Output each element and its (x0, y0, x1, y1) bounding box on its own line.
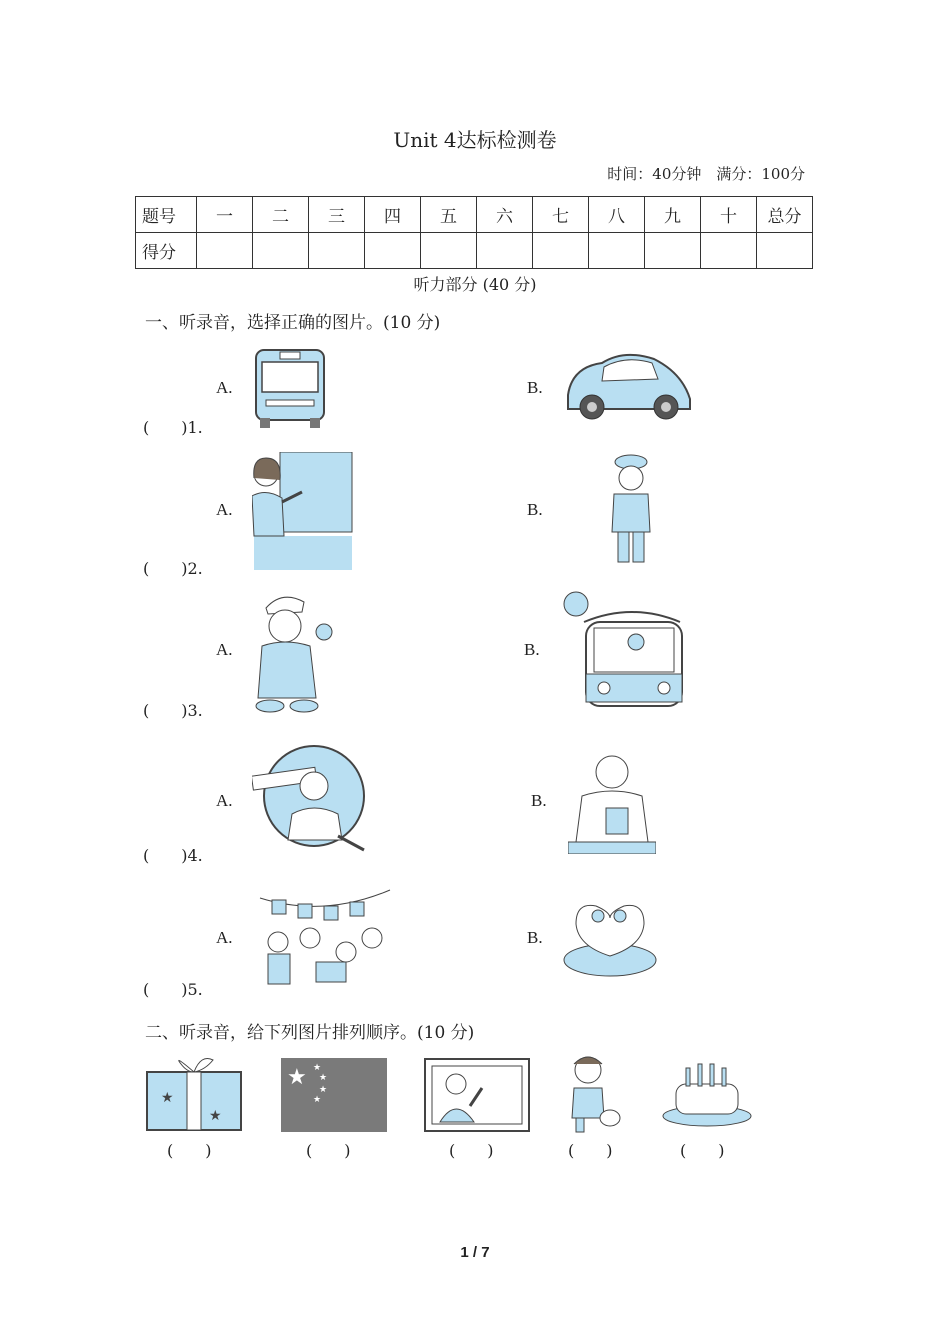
table-cell: 八 (589, 197, 645, 233)
section-listening: 听力部分 (40 分) (413, 275, 537, 294)
exam-meta: 时间：40分钟 满分：100分 (607, 165, 805, 183)
score-input-cell[interactable] (533, 233, 589, 269)
table-cell: 十 (701, 197, 757, 233)
svg-text:★: ★ (287, 1065, 307, 1090)
option-a-label: A. (216, 500, 233, 519)
table-cell: 九 (645, 197, 701, 233)
birthday-cake-icon[interactable] (660, 1052, 754, 1132)
option-b-label: B. (527, 928, 543, 947)
order-blank[interactable]: ( ) (306, 1141, 351, 1160)
question-number: ( )1. (143, 418, 203, 437)
table-cell: 得分 (136, 233, 197, 269)
score-input-cell[interactable] (645, 233, 701, 269)
question-number: ( )4. (143, 846, 203, 865)
score-table (135, 196, 813, 269)
bus-driver-icon[interactable] (556, 586, 692, 714)
police-officer-icon[interactable] (606, 452, 656, 568)
table-cell: 五 (421, 197, 477, 233)
score-input-cell[interactable] (253, 233, 309, 269)
page-number: 1 / 7 (460, 1244, 490, 1261)
score-input-cell[interactable] (309, 233, 365, 269)
score-input-cell[interactable] (365, 233, 421, 269)
score-input-cell[interactable] (701, 233, 757, 269)
table-row (136, 233, 813, 269)
score-input-cell[interactable] (757, 233, 813, 269)
table-cell: 三 (309, 197, 365, 233)
gift-box-icon[interactable] (143, 1054, 245, 1134)
birthday-party-icon[interactable] (254, 882, 396, 992)
order-blank[interactable]: ( ) (449, 1141, 494, 1160)
question-number: ( )3. (143, 701, 203, 720)
cake-icon[interactable] (562, 894, 658, 978)
order-blank[interactable]: ( ) (568, 1141, 613, 1160)
teacher-board-icon[interactable] (424, 1058, 530, 1132)
table-cell: 一 (197, 197, 253, 233)
question-number: ( )5. (143, 980, 203, 999)
option-a-label: A. (216, 640, 233, 659)
car-icon[interactable] (562, 347, 696, 423)
part2-heading: 二、听录音，给下列图片排列顺序。(10 分) (145, 1023, 475, 1043)
svg-text:★: ★ (209, 1108, 222, 1124)
table-row (136, 197, 813, 233)
table-cell: 二 (253, 197, 309, 233)
table-cell: 题号 (136, 197, 197, 233)
option-a-label: A. (216, 378, 233, 397)
china-flag-icon[interactable] (281, 1058, 387, 1132)
page-title: Unit 4达标检测卷 (393, 128, 557, 152)
option-b-label: B. (524, 640, 540, 659)
question-number: ( )2. (143, 559, 203, 578)
order-blank[interactable]: ( ) (167, 1141, 212, 1160)
doctor-icon[interactable] (252, 590, 336, 714)
table-cell: 六 (477, 197, 533, 233)
score-input-cell[interactable] (477, 233, 533, 269)
option-a-label: A. (216, 791, 233, 810)
table-cell: 四 (365, 197, 421, 233)
svg-text:★: ★ (319, 1073, 328, 1083)
table-cell: 七 (533, 197, 589, 233)
svg-text:★: ★ (319, 1085, 328, 1095)
svg-text:★: ★ (313, 1063, 322, 1073)
option-b-label: B. (527, 378, 543, 397)
girl-with-dog-icon[interactable] (566, 1052, 622, 1134)
score-input-cell[interactable] (589, 233, 645, 269)
headmaster-icon[interactable] (568, 752, 656, 854)
order-blank[interactable]: ( ) (680, 1141, 725, 1160)
part1-heading: 一、听录音，选择正确的图片。(10 分) (145, 313, 441, 333)
worker-icon[interactable] (252, 744, 370, 854)
svg-text:★: ★ (313, 1095, 322, 1105)
score-input-cell[interactable] (197, 233, 253, 269)
option-a-label: A. (216, 928, 233, 947)
svg-text:★: ★ (161, 1090, 174, 1106)
table-cell: 总分 (757, 197, 813, 233)
bus-icon[interactable] (252, 346, 328, 430)
score-input-cell[interactable] (421, 233, 477, 269)
option-b-label: B. (531, 791, 547, 810)
option-b-label: B. (527, 500, 543, 519)
teacher-icon[interactable] (252, 452, 354, 570)
